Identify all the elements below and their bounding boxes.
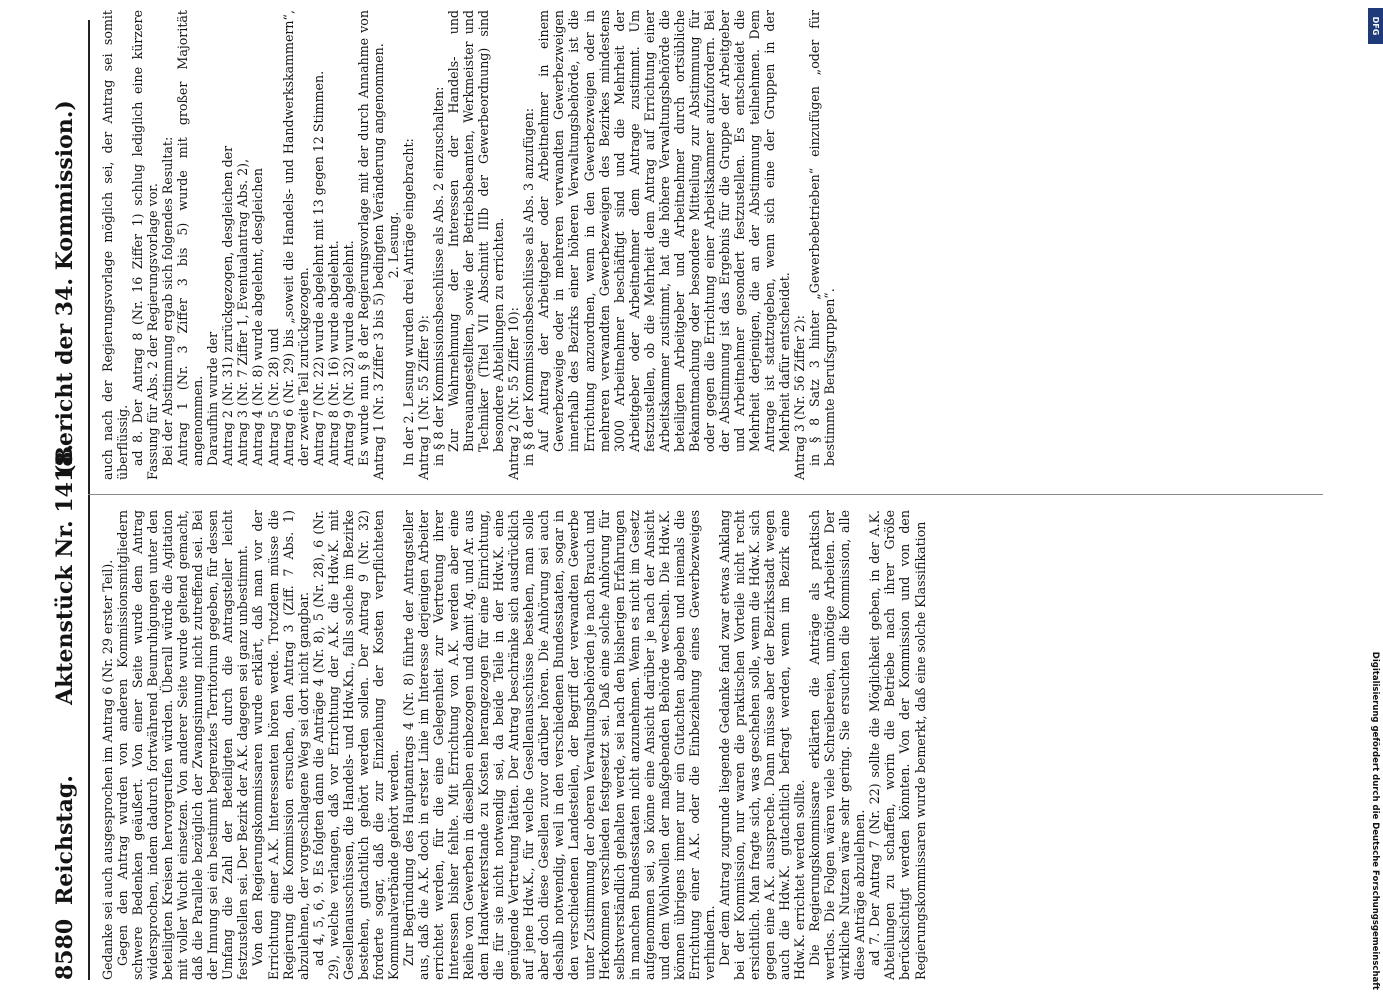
- paragraph: Antrag 8 (Nr. 16) wurde abgelehnt.: [325, 240, 341, 466]
- paragraph: Gedanke sei auch ausgesprochen im Antrag 6 (Nr. 29 erster Teil).: [100, 559, 115, 980]
- paragraph: ad 8. Der Antrag 8 (Nr. 16 Ziffer 1) schlug lediglich eine kürzere Fassung für Abs. 2 der Regierungsvorlage vor.: [130, 10, 161, 480]
- paragraph: Antrag 1 (Nr. 55 Ziffer 9):: [415, 315, 431, 480]
- digitization-credit: [1366, 10, 1380, 990]
- paragraph: ad 7. Der Antrag 7 (Nr. 22) sollte die Möglichkeit geben, in der A.K. Abteilungen zu schaffen, worin die Betriebe nach ihrer Größe berücksichtigt werden könnten. Von der Kommission und von den Regierungskommissaren wurde bemerkt, daß eine solche Klassifikation: [867, 510, 928, 980]
- paragraph: Zur Begründung des Hauptantrags 4 (Nr. 8) führte der Antragsteller aus, daß die A.K. doch in erster Linie im Interesse derjenigen Arbeiter errichtet werden, für die eine Gelegenheit zur Vertretung ihrer Interessen bisher fehlte. Mit Errichtung von A.K. werden aber eine Reihe von Gewerben in dieselben einbezogen und damit Ag. und Ar. aus dem Handwerkerstande zu Kosten herangezogen für eine Einrichtung, die für sie nicht notwendig sei, da beide Teile in der Hdw.K. eine genügende Vertretung hätten. Der Antrag beschränke sich ausdrücklich auf jene Hdw.K., für welche Gesellenausschüsse bestehen, man solle aber doch diese Gesellen zuvor darüber hören. Die Anhörung sei auch deshalb notwendig, weil in den verschiedenen Bundesstaaten, sogar in den verschiedenen Landesteilen, der Begriff der verwandten Gewerbe unter Zustimmung der oberen Verwaltungsbehörden je nach Brauch und Herkommen verschieden festgesetzt sei. Daß eine solche Anhörung für selbstverständlich gehalten werde, sei nach den bisherigen Erfahrungen in manchen Bundesstaaten nicht anzunehmen. Wenn es nicht im Gesetz aufgenommen sei, so könne eine Ansicht darüber je nach der Ansicht und dem Wohlwollen der maßgebenden Behörde wechseln. Die Hdw.K. können übrigens immer nur ein Gutachten abgeben und niemals die Errichtung einer A.K. oder die Einbeziehung eines Gewerbezweiges verhindern.: [400, 510, 717, 980]
- paragraph: Antrag 6 (Nr. 29) bis „soweit die Handels- und Handwerkskammern“, der zweite Teil zurückgezogen.: [280, 10, 311, 466]
- paragraph: Antrag 2 (Nr. 31) zurückgezogen, desgleichen der: [220, 145, 236, 466]
- left-column: [100, 510, 928, 980]
- paragraph: Antrag 3 (Nr. 56 Ziffer 2):: [792, 315, 808, 480]
- paragraph: in § 8 der Kommissionsbeschlüsse als Abs. 3 anzufügen:: [521, 108, 537, 466]
- paragraph: Antrag 1 (Nr. 3 Ziffer 3 bis 5) wurde mit großer Majorität angenommen.: [175, 10, 206, 466]
- paragraph: Zur Wahrnehmung der Interessen der Handels- und Bureauangestellten, sowie der Betriebsbeamten, Werkmeister und Techniker (Titel VII Abschnitt IIIb der Gewerbeordnung) sind besondere Abteilungen zu errichten.: [446, 10, 507, 452]
- paragraph: Es wurde nun § 8 der Regierungsvorlage mit der durch Annahme von Antrag 1 (Nr. 3 Ziffer 3 bis 5) bedingten Veränderung angenommen.: [355, 10, 386, 480]
- paragraph: Antrag 7 (Nr. 22) wurde abgelehnt mit 13 gegen 12 Stimmen.: [310, 70, 326, 466]
- paragraph: In der 2. Lesung wurden drei Anträge eingebracht:: [400, 138, 416, 466]
- right-column: [100, 10, 837, 480]
- paragraph: Antrag 4 (Nr. 8) wurde abgelehnt, desgleichen: [250, 168, 266, 466]
- paragraph: Antrag 5 (Nr. 28) und: [265, 328, 281, 466]
- paragraph: Antrag 9 (Nr. 32) wurde abgelehnt.: [340, 240, 356, 466]
- dfg-logo-text: DFG: [1371, 16, 1380, 36]
- paragraph: auch nach der Regierungsvorlage möglich sei, der Antrag sei somit überflüssig.: [100, 10, 131, 480]
- paragraph: Die Regierungskommissare erklärten die Anträge als praktisch wertlos. Die Folgen wären viele Schreibereien, unnötige Arbeiten. Der wirkliche Nutzen wäre sehr gering. Sie ersuchten die Kommission, alle diese Anträge abzulehnen.: [807, 510, 868, 980]
- paragraph: Auf Antrag der Arbeitgeber oder Arbeitnehmer in einem Gewerbezweige oder in mehreren verwandten Gewerbezweigen innerhalb des Bezirks einer höheren Verwaltungsbehörde, ist die Errichtung anzuordnen, wenn in den Gewerbezweigen oder in mehreren verwandten Gewerbezweigen des Bezirkes mindestens 3000 Arbeitnehmer beschäftigt sind und die Mehrheit der Arbeitgeber oder Arbeitnehmer dem Antrage zustimmt. Um festzustellen, ob die Mehrheit dem Antrag auf Errichtung einer Arbeitskammer zustimmt, hat die höhere Verwaltungsbehörde die beteiligten Arbeitgeber und Arbeitnehmer durch ortsübliche Bekanntmachung oder besondere Mitteilung zur Abstimmung für oder gegen die Errichtung einer Arbeitskammer aufzufordern. Bei der Abstimmung ist das Ergebnis für die Gruppe der Arbeitgeber und Arbeitnehmer gesondert festzustellen. Es entscheidet die Mehrheit derjenigen, die an der Abstimmung teilnehmen. Dem Antrage ist stattzugeben, wenn sich eine der Gruppen in der Mehrheit dafür entscheidet.: [536, 10, 793, 452]
- paragraph: Daraufhin wurde der: [205, 331, 221, 466]
- paragraph: in § 8 Satz 3 hinter „Gewerbebetrieben“ einzufügen „oder für bestimmte Berufsgruppen“.: [807, 10, 838, 466]
- credit-text: Digitalisierung gefördert durch die Deutsche Forschungsgemeinschaft: [1370, 651, 1380, 990]
- paragraph: Gegen den Antrag wurden von anderen Kommissionsmitgliedern schwere Bedenken geäußert. Von einer Seite wurde dem Antrag widersprochen, indem dadurch fortwährend Beunruhigungen unter den beteiligten Kreisen hervorgerufen würden. Überall würde die Agitation mit voller Wucht einsetzen. Von anderer Seite wurde geltend gemacht, daß die Parallele bezüglich der Zwangsinnung nicht zutreffend sei. Bei der Innung sei ein bestimmt begrenztes Territorium gegeben, für dessen Umfang die Zahl der Beteiligten durch die Antragsteller leicht festzustellen sei. Der Bezirk der A.K. dagegen sei ganz unbestimmt.: [115, 510, 251, 980]
- paragraph: in § 8 der Kommissionsbeschlüsse als Abs. 2 einzuschalten:: [431, 86, 447, 466]
- header-left-title: Reichstag.: [52, 775, 78, 905]
- paragraph: Von den Regierungskommissaren wurde erklärt, daß man vor der Errichtung einer A.K. Interessenten hören werde. Trotzdem müsse die Regierung die Kommission ersuchen, den Antrag 3 (Ziff. 7 Abs. 1) abzulehnen, der vorgeschlagene Weg sei dort nicht gangbar.: [250, 510, 311, 980]
- header-right-title: (Bericht der 34. Kommission.): [52, 100, 78, 475]
- paragraph: Bei der Abstimmung ergab sich folgendes Resultat:: [160, 136, 176, 466]
- paragraph: Der dem Antrag zugrunde liegende Gedanke fand zwar etwas Anklang bei der Kommission, nur waren die praktischen Vorteile nicht recht ersichtlich. Man fragte sich, was geschehen solle, wenn die Hdw.K. sich gegen eine A.K. ausspreche. Dann müsse aber der Bezirksstadt wegen auch die Hdw.K. gutachtlich befragt werden, wenn im Bezirk eine Hdw.K. errichtet werden sollte.: [716, 510, 808, 980]
- dfg-logo: [1368, 8, 1383, 44]
- paragraph: Antrag 3 (Nr. 7 Ziffer 1, Eventualantrag Abs. 2),: [235, 158, 251, 466]
- paragraph: 2. Lesung.: [385, 211, 401, 279]
- paragraph: Antrag 2 (Nr. 55 Ziffer 10):: [506, 307, 522, 480]
- header-rule: [88, 20, 90, 980]
- paragraph: ad 4, 5, 6, 9. Es folgten dann die Anträge 4 (Nr. 8), 5 (Nr. 28), 6 (Nr. 29), welche verlangen, daß vor Errichtung der A.K. die Hdw.K. mit Gesellenausschüssen, die Handels- und Hdw.Kn., falls solche im Bezirke bestehen, gutachtlich gehört werden sollen. Der Antrag 9 (Nr. 32) forderte sogar, daß die zur Einziehung der Kosten verpflichteten Kommunalverbände gehört werden.: [310, 510, 401, 980]
- column-divider: [88, 494, 1323, 495]
- page-number: 8580: [52, 918, 78, 980]
- header-center-title: Aktenstück Nr. 1418.: [52, 443, 78, 705]
